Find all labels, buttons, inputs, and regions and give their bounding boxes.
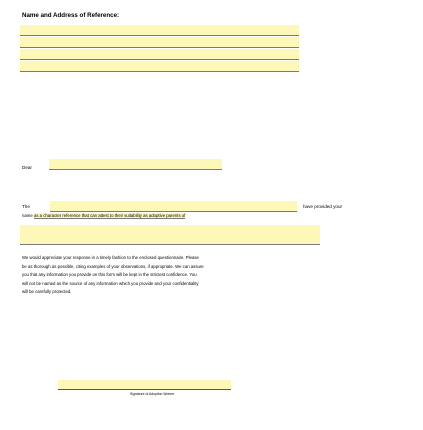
reference-address-line-4[interactable] bbox=[20, 61, 299, 72]
reference-address-line-1[interactable] bbox=[20, 25, 299, 36]
dear-label: Dear bbox=[22, 165, 32, 170]
reference-statement-highlight: as a character reference that can attest to their suitability as adoptive parents of bbox=[33, 213, 186, 218]
signature-field[interactable] bbox=[58, 380, 231, 390]
paragraph-line-4: will not be named as the source of any information which you provide and your confidentiality bbox=[22, 280, 199, 286]
applicant-names-field[interactable] bbox=[50, 201, 297, 212]
paragraph-line-1: We would appreciate your response in a timely fashion to the enclosed questionnaire. Please bbox=[22, 255, 199, 260]
paragraph-line-5: will be carefully protected. bbox=[22, 289, 72, 295]
paragraph-line-2: be as thorough as possible, citing examples of your observations, if appropriate. We can assure bbox=[22, 263, 204, 269]
name-word: name bbox=[22, 213, 34, 218]
reference-statement-line bbox=[22, 213, 185, 218]
child-name-field[interactable] bbox=[20, 225, 320, 245]
reference-address-line-2[interactable] bbox=[20, 37, 299, 48]
request-paragraph bbox=[22, 254, 412, 297]
dear-name-field[interactable] bbox=[49, 159, 222, 170]
form-heading: Name and Address of Reference: bbox=[22, 12, 120, 19]
signature-label: Signature of Adoption Worker bbox=[130, 392, 175, 396]
reference-address-line-3[interactable] bbox=[20, 49, 299, 60]
paragraph-line-3: you that any information you provide on this form will be kept in the strictest confidence. You bbox=[22, 272, 197, 278]
the-label: The bbox=[22, 204, 30, 209]
have-provided-label: have provided your bbox=[303, 204, 343, 209]
